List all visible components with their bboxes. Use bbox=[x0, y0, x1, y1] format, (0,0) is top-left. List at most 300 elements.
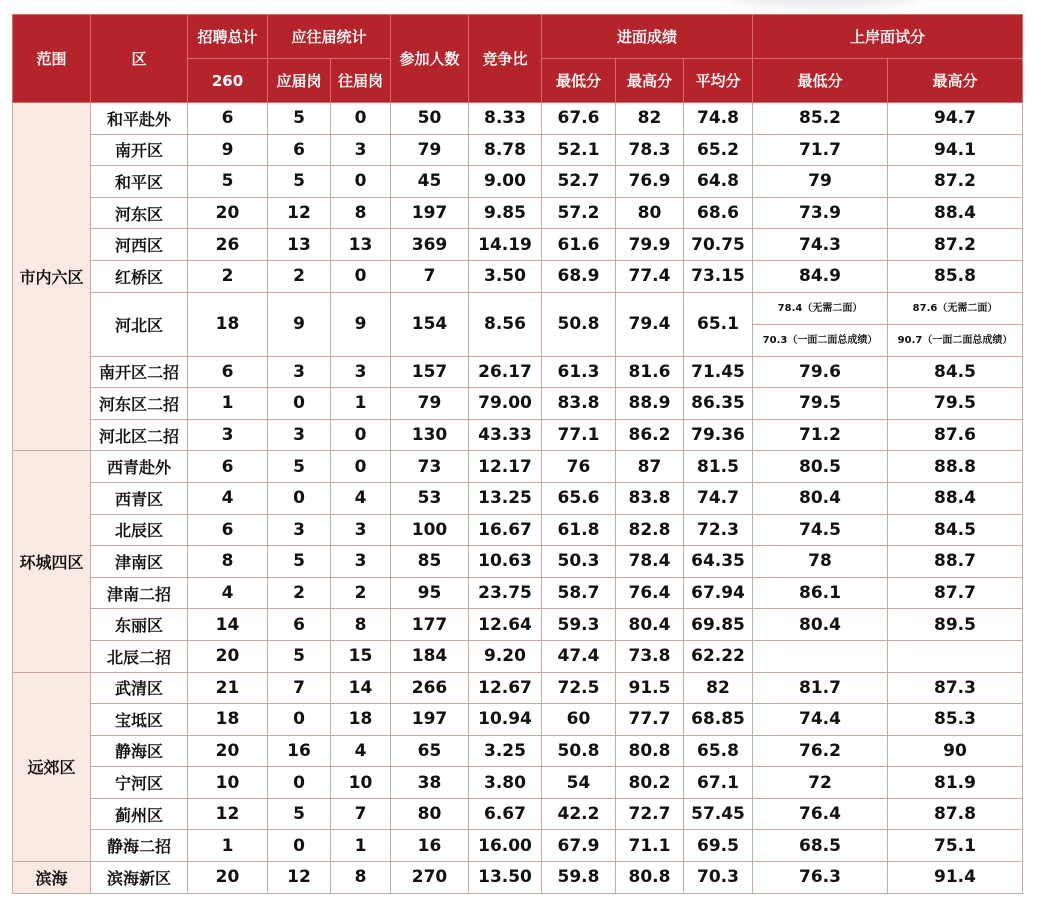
interview-avg: 62.22 bbox=[684, 640, 753, 672]
competition-ratio: 3.25 bbox=[469, 735, 542, 767]
fresh-count: 5 bbox=[268, 798, 331, 830]
competition-ratio: 23.75 bbox=[469, 577, 542, 609]
table-header bbox=[13, 15, 1023, 103]
header-recruit-total-value: 260 bbox=[188, 59, 268, 103]
header-final-min: 最低分 bbox=[753, 59, 888, 103]
interview-max: 76.9 bbox=[616, 166, 684, 198]
final-min: 74.3 bbox=[753, 229, 888, 261]
final-max: 88.7 bbox=[888, 546, 1023, 578]
fresh-count: 12 bbox=[268, 197, 331, 229]
interview-min: 59.8 bbox=[542, 862, 616, 894]
interview-avg: 79.36 bbox=[684, 419, 753, 451]
interview-max: 86.2 bbox=[616, 419, 684, 451]
table-row bbox=[13, 103, 1023, 135]
interview-avg: 64.35 bbox=[684, 546, 753, 578]
recruit-count: 1 bbox=[188, 830, 268, 862]
recruit-count: 20 bbox=[188, 862, 268, 894]
final-max: 87.3 bbox=[888, 672, 1023, 704]
recruit-count: 9 bbox=[188, 134, 268, 166]
table-row bbox=[13, 640, 1023, 672]
table-row bbox=[13, 292, 1023, 356]
past-count: 3 bbox=[331, 134, 391, 166]
header-past: 往届岗 bbox=[331, 59, 391, 103]
interview-min: 52.1 bbox=[542, 134, 616, 166]
past-count: 0 bbox=[331, 419, 391, 451]
participants: 95 bbox=[391, 577, 469, 609]
interview-avg: 74.7 bbox=[684, 482, 753, 514]
final-max: 94.1 bbox=[888, 134, 1023, 166]
recruit-count: 4 bbox=[188, 482, 268, 514]
district-name: 东丽区 bbox=[91, 609, 188, 641]
district-name: 南开区二招 bbox=[91, 356, 188, 388]
interview-max: 73.8 bbox=[616, 640, 684, 672]
fresh-count: 5 bbox=[268, 546, 331, 578]
interview-max: 79.4 bbox=[616, 292, 684, 356]
participants: 369 bbox=[391, 229, 469, 261]
interview-avg: 69.85 bbox=[684, 609, 753, 641]
interview-avg: 67.94 bbox=[684, 577, 753, 609]
recruit-count: 20 bbox=[188, 197, 268, 229]
competition-ratio: 13.25 bbox=[469, 482, 542, 514]
past-count: 10 bbox=[331, 767, 391, 799]
final-score-note: 87.6（无需二面） bbox=[912, 302, 998, 314]
competition-ratio: 16.67 bbox=[469, 514, 542, 546]
interview-min: 47.4 bbox=[542, 640, 616, 672]
table-row bbox=[13, 767, 1023, 799]
interview-min: 52.7 bbox=[542, 166, 616, 198]
final-max: 94.7 bbox=[888, 103, 1023, 135]
past-count: 15 bbox=[331, 640, 391, 672]
competition-ratio: 43.33 bbox=[469, 419, 542, 451]
final-min: 72 bbox=[753, 767, 888, 799]
past-count: 3 bbox=[331, 514, 391, 546]
interview-avg: 65.8 bbox=[684, 735, 753, 767]
competition-ratio: 6.67 bbox=[469, 798, 542, 830]
header-recruit-total: 招聘总计 bbox=[188, 15, 268, 59]
final-score-note: 78.4（无需二面） bbox=[777, 302, 863, 314]
final-max: 87.7 bbox=[888, 577, 1023, 609]
table-row bbox=[13, 798, 1023, 830]
district-name: 河北区 bbox=[91, 292, 188, 356]
participants: 197 bbox=[391, 704, 469, 736]
interview-min: 50.3 bbox=[542, 546, 616, 578]
interview-avg: 70.75 bbox=[684, 229, 753, 261]
recruit-count: 2 bbox=[188, 260, 268, 292]
past-count: 2 bbox=[331, 577, 391, 609]
final-max: 87.6 bbox=[888, 419, 1023, 451]
past-count: 18 bbox=[331, 704, 391, 736]
fresh-count: 3 bbox=[268, 356, 331, 388]
past-count: 3 bbox=[331, 356, 391, 388]
district-name: 河北区二招 bbox=[91, 419, 188, 451]
interview-avg: 68.85 bbox=[684, 704, 753, 736]
header-interview-max: 最高分 bbox=[616, 59, 684, 103]
final-min: 80.4 bbox=[753, 482, 888, 514]
interview-avg: 57.45 bbox=[684, 798, 753, 830]
fresh-count: 12 bbox=[268, 862, 331, 894]
interview-min: 65.6 bbox=[542, 482, 616, 514]
interview-min: 77.1 bbox=[542, 419, 616, 451]
participants: 154 bbox=[391, 292, 469, 356]
fresh-count: 0 bbox=[268, 482, 331, 514]
final-max: 84.5 bbox=[888, 514, 1023, 546]
past-count: 8 bbox=[331, 609, 391, 641]
header-interview-min: 最低分 bbox=[542, 59, 616, 103]
final-min: 73.9 bbox=[753, 197, 888, 229]
interview-avg: 86.35 bbox=[684, 388, 753, 420]
recruit-count: 12 bbox=[188, 798, 268, 830]
interview-avg: 73.15 bbox=[684, 260, 753, 292]
table-row bbox=[13, 197, 1023, 229]
participants: 53 bbox=[391, 482, 469, 514]
interview-avg: 65.1 bbox=[684, 292, 753, 356]
final-max: 91.4 bbox=[888, 862, 1023, 894]
interview-min: 68.9 bbox=[542, 260, 616, 292]
interview-avg: 81.5 bbox=[684, 451, 753, 483]
interview-min: 50.8 bbox=[542, 292, 616, 356]
interview-avg: 64.8 bbox=[684, 166, 753, 198]
final-min: 84.9 bbox=[753, 260, 888, 292]
table-row bbox=[13, 514, 1023, 546]
competition-ratio: 9.20 bbox=[469, 640, 542, 672]
fresh-count: 2 bbox=[268, 577, 331, 609]
interview-max: 76.4 bbox=[616, 577, 684, 609]
competition-ratio: 14.19 bbox=[469, 229, 542, 261]
table-row bbox=[13, 735, 1023, 767]
participants: 73 bbox=[391, 451, 469, 483]
district-name: 西青区 bbox=[91, 482, 188, 514]
district-name: 蓟州区 bbox=[91, 798, 188, 830]
recruit-count: 26 bbox=[188, 229, 268, 261]
recruit-count: 6 bbox=[188, 514, 268, 546]
past-count: 4 bbox=[331, 482, 391, 514]
district-name: 和平区 bbox=[91, 166, 188, 198]
table-row bbox=[13, 166, 1023, 198]
table-row bbox=[13, 546, 1023, 578]
final-min: 76.3 bbox=[753, 862, 888, 894]
final-max: 85.8 bbox=[888, 260, 1023, 292]
interview-avg: 65.2 bbox=[684, 134, 753, 166]
fresh-count: 5 bbox=[268, 451, 331, 483]
competition-ratio: 16.00 bbox=[469, 830, 542, 862]
participants: 177 bbox=[391, 609, 469, 641]
header-interview-score: 进面成绩 bbox=[542, 15, 753, 59]
interview-avg: 74.8 bbox=[684, 103, 753, 135]
past-count: 7 bbox=[331, 798, 391, 830]
interview-min: 61.3 bbox=[542, 356, 616, 388]
header-scope: 范围 bbox=[13, 15, 91, 103]
fresh-count: 5 bbox=[268, 166, 331, 198]
interview-min: 59.3 bbox=[542, 609, 616, 641]
final-min: 79.5 bbox=[753, 388, 888, 420]
final-min: 71.7 bbox=[753, 134, 888, 166]
district-name: 河西区 bbox=[91, 229, 188, 261]
recruit-count: 10 bbox=[188, 767, 268, 799]
table-row bbox=[13, 672, 1023, 704]
competition-ratio: 10.94 bbox=[469, 704, 542, 736]
final-max bbox=[888, 292, 1023, 356]
competition-ratio: 3.80 bbox=[469, 767, 542, 799]
interview-avg: 68.6 bbox=[684, 197, 753, 229]
district-name: 宁河区 bbox=[91, 767, 188, 799]
participants: 266 bbox=[391, 672, 469, 704]
recruit-count: 6 bbox=[188, 356, 268, 388]
past-count: 0 bbox=[331, 166, 391, 198]
final-min: 85.2 bbox=[753, 103, 888, 135]
interview-max: 91.5 bbox=[616, 672, 684, 704]
final-max: 79.5 bbox=[888, 388, 1023, 420]
fresh-count: 0 bbox=[268, 388, 331, 420]
participants: 130 bbox=[391, 419, 469, 451]
recruit-count: 1 bbox=[188, 388, 268, 420]
final-max: 87.2 bbox=[888, 229, 1023, 261]
fresh-count: 0 bbox=[268, 830, 331, 862]
past-count: 0 bbox=[331, 451, 391, 483]
table-row bbox=[13, 451, 1023, 483]
header-final-score: 上岸面试分 bbox=[753, 15, 1023, 59]
final-max: 84.5 bbox=[888, 356, 1023, 388]
participants: 197 bbox=[391, 197, 469, 229]
past-count: 0 bbox=[331, 260, 391, 292]
participants: 79 bbox=[391, 388, 469, 420]
competition-ratio: 8.78 bbox=[469, 134, 542, 166]
district-name: 南开区 bbox=[91, 134, 188, 166]
fresh-count: 7 bbox=[268, 672, 331, 704]
district-name: 红桥区 bbox=[91, 260, 188, 292]
competition-ratio: 12.67 bbox=[469, 672, 542, 704]
fresh-count: 5 bbox=[268, 103, 331, 135]
fresh-count: 9 bbox=[268, 292, 331, 356]
header-interview-avg: 平均分 bbox=[684, 59, 753, 103]
final-min: 78 bbox=[753, 546, 888, 578]
competition-ratio: 10.63 bbox=[469, 546, 542, 578]
fresh-count: 0 bbox=[268, 704, 331, 736]
past-count: 3 bbox=[331, 546, 391, 578]
competition-ratio: 12.64 bbox=[469, 609, 542, 641]
interview-min: 54 bbox=[542, 767, 616, 799]
final-min: 80.4 bbox=[753, 609, 888, 641]
interview-min: 72.5 bbox=[542, 672, 616, 704]
final-max: 85.3 bbox=[888, 704, 1023, 736]
fresh-count: 0 bbox=[268, 767, 331, 799]
table-row bbox=[13, 704, 1023, 736]
fresh-count: 5 bbox=[268, 640, 331, 672]
participants: 16 bbox=[391, 830, 469, 862]
fresh-count: 16 bbox=[268, 735, 331, 767]
interview-max: 80.8 bbox=[616, 735, 684, 767]
header-fresh: 应届岗 bbox=[268, 59, 331, 103]
participants: 38 bbox=[391, 767, 469, 799]
table-row bbox=[13, 419, 1023, 451]
interview-max: 82 bbox=[616, 103, 684, 135]
final-max: 88.4 bbox=[888, 197, 1023, 229]
interview-max: 78.4 bbox=[616, 546, 684, 578]
interview-max: 88.9 bbox=[616, 388, 684, 420]
final-min: 79 bbox=[753, 166, 888, 198]
competition-ratio: 9.85 bbox=[469, 197, 542, 229]
district-name: 静海区 bbox=[91, 735, 188, 767]
final-min: 74.4 bbox=[753, 704, 888, 736]
participants: 45 bbox=[391, 166, 469, 198]
recruit-count: 20 bbox=[188, 640, 268, 672]
interview-avg: 69.5 bbox=[684, 830, 753, 862]
past-count: 8 bbox=[331, 197, 391, 229]
past-count: 1 bbox=[331, 388, 391, 420]
competition-ratio: 8.33 bbox=[469, 103, 542, 135]
participants: 65 bbox=[391, 735, 469, 767]
fresh-count: 3 bbox=[268, 514, 331, 546]
table-row bbox=[13, 388, 1023, 420]
final-max: 87.2 bbox=[888, 166, 1023, 198]
participants: 50 bbox=[391, 103, 469, 135]
past-count: 8 bbox=[331, 862, 391, 894]
district-name: 北辰区 bbox=[91, 514, 188, 546]
interview-min: 83.8 bbox=[542, 388, 616, 420]
interview-max: 72.7 bbox=[616, 798, 684, 830]
final-min bbox=[753, 640, 888, 672]
interview-avg: 67.1 bbox=[684, 767, 753, 799]
interview-min: 67.9 bbox=[542, 830, 616, 862]
participants: 157 bbox=[391, 356, 469, 388]
recruit-count: 18 bbox=[188, 292, 268, 356]
participants: 85 bbox=[391, 546, 469, 578]
fresh-count: 13 bbox=[268, 229, 331, 261]
recruit-count: 4 bbox=[188, 577, 268, 609]
interview-max: 83.8 bbox=[616, 482, 684, 514]
interview-max: 81.6 bbox=[616, 356, 684, 388]
competition-ratio: 12.17 bbox=[469, 451, 542, 483]
final-max: 90 bbox=[888, 735, 1023, 767]
recruit-count: 8 bbox=[188, 546, 268, 578]
district-name: 和平赴外 bbox=[91, 103, 188, 135]
final-score-note: 70.3（一面二面总成绩） bbox=[753, 324, 887, 356]
competition-ratio: 9.00 bbox=[469, 166, 542, 198]
interview-max: 77.4 bbox=[616, 260, 684, 292]
fresh-count: 2 bbox=[268, 260, 331, 292]
table-row bbox=[13, 134, 1023, 166]
interview-max: 80.2 bbox=[616, 767, 684, 799]
header-participants: 参加人数 bbox=[391, 15, 469, 103]
recruitment-stats-table bbox=[12, 14, 1023, 894]
interview-min: 61.6 bbox=[542, 229, 616, 261]
district-name: 河东区 bbox=[91, 197, 188, 229]
interview-min: 60 bbox=[542, 704, 616, 736]
header-ratio: 竞争比 bbox=[469, 15, 542, 103]
past-count: 13 bbox=[331, 229, 391, 261]
final-min: 68.5 bbox=[753, 830, 888, 862]
participants: 80 bbox=[391, 798, 469, 830]
recruit-count: 5 bbox=[188, 166, 268, 198]
district-name: 宝坻区 bbox=[91, 704, 188, 736]
table-body bbox=[13, 103, 1023, 894]
district-name: 津南二招 bbox=[91, 577, 188, 609]
table-row bbox=[13, 577, 1023, 609]
final-max: 81.9 bbox=[888, 767, 1023, 799]
table-row bbox=[13, 482, 1023, 514]
interview-max: 80.8 bbox=[616, 862, 684, 894]
recruit-count: 21 bbox=[188, 672, 268, 704]
interview-min: 42.2 bbox=[542, 798, 616, 830]
interview-min: 58.7 bbox=[542, 577, 616, 609]
final-min: 80.5 bbox=[753, 451, 888, 483]
final-min: 74.5 bbox=[753, 514, 888, 546]
recruit-count: 14 bbox=[188, 609, 268, 641]
competition-ratio: 13.50 bbox=[469, 862, 542, 894]
final-min: 76.2 bbox=[753, 735, 888, 767]
interview-min: 76 bbox=[542, 451, 616, 483]
interview-min: 57.2 bbox=[542, 197, 616, 229]
district-name: 滨海新区 bbox=[91, 862, 188, 894]
past-count: 9 bbox=[331, 292, 391, 356]
competition-ratio: 26.17 bbox=[469, 356, 542, 388]
fresh-count: 6 bbox=[268, 134, 331, 166]
header-grad-stats: 应往届统计 bbox=[268, 15, 391, 59]
participants: 79 bbox=[391, 134, 469, 166]
header-district: 区 bbox=[91, 15, 188, 103]
interview-max: 87 bbox=[616, 451, 684, 483]
interview-max: 80.4 bbox=[616, 609, 684, 641]
table-row bbox=[13, 260, 1023, 292]
interview-max: 77.7 bbox=[616, 704, 684, 736]
region-group-label: 市内六区 bbox=[13, 103, 91, 451]
final-max: 88.8 bbox=[888, 451, 1023, 483]
participants: 100 bbox=[391, 514, 469, 546]
final-min bbox=[753, 292, 888, 356]
competition-ratio: 8.56 bbox=[469, 292, 542, 356]
past-count: 14 bbox=[331, 672, 391, 704]
final-max: 87.8 bbox=[888, 798, 1023, 830]
interview-avg: 70.3 bbox=[684, 862, 753, 894]
competition-ratio: 3.50 bbox=[469, 260, 542, 292]
interview-avg: 82 bbox=[684, 672, 753, 704]
table-row bbox=[13, 229, 1023, 261]
final-min: 79.6 bbox=[753, 356, 888, 388]
district-name: 津南区 bbox=[91, 546, 188, 578]
recruit-count: 18 bbox=[188, 704, 268, 736]
recruit-count: 20 bbox=[188, 735, 268, 767]
table-row bbox=[13, 356, 1023, 388]
district-name: 静海二招 bbox=[91, 830, 188, 862]
fresh-count: 6 bbox=[268, 609, 331, 641]
decorative-glow bbox=[723, 0, 923, 8]
interview-avg: 72.3 bbox=[684, 514, 753, 546]
region-group-label: 环城四区 bbox=[13, 451, 91, 672]
district-name: 河东区二招 bbox=[91, 388, 188, 420]
district-name: 北辰二招 bbox=[91, 640, 188, 672]
participants: 270 bbox=[391, 862, 469, 894]
recruit-count: 3 bbox=[188, 419, 268, 451]
interview-max: 82.8 bbox=[616, 514, 684, 546]
district-name: 西青赴外 bbox=[91, 451, 188, 483]
interview-avg: 71.45 bbox=[684, 356, 753, 388]
participants: 184 bbox=[391, 640, 469, 672]
district-name: 武清区 bbox=[91, 672, 188, 704]
past-count: 4 bbox=[331, 735, 391, 767]
competition-ratio: 79.00 bbox=[469, 388, 542, 420]
interview-min: 67.6 bbox=[542, 103, 616, 135]
region-group-label: 远郊区 bbox=[13, 672, 91, 862]
past-count: 0 bbox=[331, 103, 391, 135]
final-min: 76.4 bbox=[753, 798, 888, 830]
interview-max: 78.3 bbox=[616, 134, 684, 166]
fresh-count: 3 bbox=[268, 419, 331, 451]
recruit-count: 6 bbox=[188, 103, 268, 135]
interview-max: 71.1 bbox=[616, 830, 684, 862]
interview-max: 80 bbox=[616, 197, 684, 229]
final-max: 89.5 bbox=[888, 609, 1023, 641]
past-count: 1 bbox=[331, 830, 391, 862]
interview-min: 61.8 bbox=[542, 514, 616, 546]
